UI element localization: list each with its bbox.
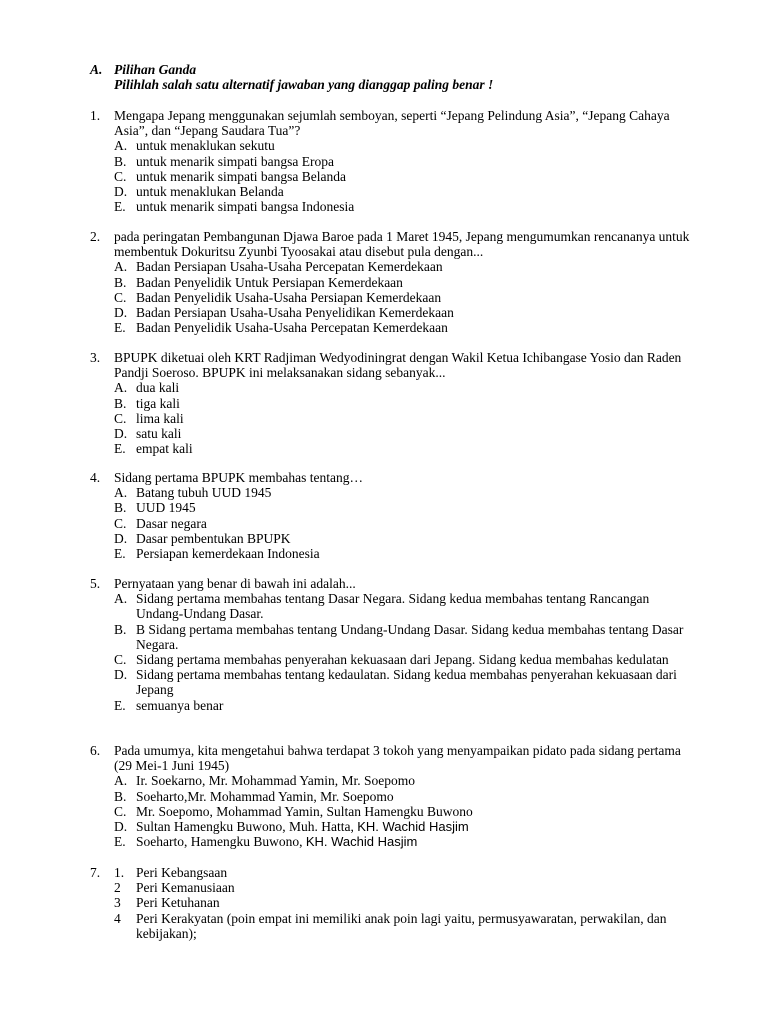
- option-e: [90, 834, 690, 849]
- sub-item: [114, 895, 690, 910]
- option-c: [90, 804, 690, 819]
- section-header: [90, 62, 493, 92]
- section-label: A.: [90, 62, 103, 77]
- question-1: [90, 108, 690, 214]
- option-text: Soeharto,Mr. Mohammad Yamin, Mr. Soepomo: [136, 788, 394, 804]
- question-number: 7.: [90, 865, 101, 880]
- option-letter: A.: [114, 591, 128, 607]
- option-c: [90, 516, 690, 531]
- option-b: [90, 154, 690, 169]
- option-b: [90, 789, 690, 804]
- option-e: [90, 199, 690, 214]
- option-d: [90, 667, 690, 697]
- option-d: [90, 305, 690, 320]
- option-text: Badan Penyelidik Untuk Persiapan Kemerdekaan: [136, 274, 403, 290]
- option-text: lima kali: [136, 410, 184, 426]
- option-text: untuk menarik simpati bangsa Eropa: [136, 153, 334, 169]
- option-text: Badan Persiapan Usaha-Usaha Percepatan Kemerdekaan: [136, 259, 443, 275]
- question-text: Sidang pertama BPUPK membahas tentang…: [114, 470, 363, 485]
- option-c: [90, 290, 690, 305]
- section-instruction: Pilihlah salah satu alternatif jawaban yang dianggap paling benar !: [114, 77, 494, 93]
- sub-item-number: 4: [114, 910, 121, 926]
- option-c: [90, 169, 690, 184]
- option-letter: B.: [114, 153, 127, 169]
- option-a: [90, 591, 690, 621]
- option-text: empat kali: [136, 441, 193, 457]
- option-text: satu kali: [136, 426, 182, 442]
- option-letter: C.: [114, 515, 127, 531]
- question-items: [114, 865, 690, 941]
- question-number: 3.: [90, 350, 101, 365]
- sub-item-number: 2: [114, 880, 121, 896]
- option-d: [90, 184, 690, 199]
- question-number: 2.: [90, 229, 101, 244]
- option-letter: A.: [114, 773, 128, 789]
- question-3: [90, 350, 690, 456]
- option-a: [90, 259, 690, 274]
- option-text: untuk menaklukan Belanda: [136, 184, 284, 200]
- option-letter: E.: [114, 546, 126, 562]
- option-a: [90, 380, 690, 395]
- option-text: Badan Penyelidik Usaha-Usaha Persiapan Kemerdekaan: [136, 289, 442, 305]
- sub-item-text: Peri Ketuhanan: [136, 895, 220, 911]
- option-d: [90, 531, 690, 546]
- option-letter: A.: [114, 138, 128, 154]
- option-letter: D.: [114, 530, 128, 546]
- option-text: Ir. Soekarno, Mr. Mohammad Yamin, Mr. Soepomo: [136, 773, 415, 789]
- option-letter: C.: [114, 652, 127, 668]
- option-text: semuanya benar: [136, 697, 224, 713]
- option-text: Badan Penyelidik Usaha-Usaha Percepatan Kemerdekaan: [136, 320, 448, 336]
- sub-item-text: Peri Kemanusiaan: [136, 880, 235, 896]
- option-text: Sidang pertama membahas tentang kedaulatan. Sidang kedua membahas penyerahan kekuasaan dari Jepang: [136, 667, 677, 698]
- option-b: [90, 396, 690, 411]
- option-text: Persiapan kemerdekaan Indonesia: [136, 546, 320, 562]
- option-letter: D.: [114, 305, 128, 321]
- question-5: [90, 576, 690, 713]
- option-text: untuk menarik simpati bangsa Indonesia: [136, 199, 355, 215]
- option-b: [90, 500, 690, 515]
- option-letter: E.: [114, 199, 126, 215]
- option-d: [90, 819, 690, 834]
- option-letter: E.: [114, 834, 126, 850]
- option-letter: E.: [114, 320, 126, 336]
- question-text: pada peringatan Pembangunan Djawa Baroe pada 1 Maret 1945, Jepang mengumumkan rencananya untuk membentuk Dokuritsu Zyunbi Tyoosakai atau disebut pula dengan...: [114, 229, 690, 260]
- option-text: Sidang pertama membahas penyerahan kekuasaan dari Jepang. Sidang kedua membahas kedulatan: [136, 652, 669, 668]
- option-letter: A.: [114, 380, 128, 396]
- option-text: untuk menaklukan sekutu: [136, 138, 275, 154]
- option-letter: B.: [114, 500, 127, 516]
- option-c: [90, 411, 690, 426]
- option-letter: E.: [114, 441, 126, 457]
- option-letter: A.: [114, 485, 128, 501]
- section-title: Pilihan Ganda: [114, 62, 197, 77]
- option-text: Dasar negara: [136, 515, 207, 531]
- option-e: [90, 698, 690, 713]
- option-text-tail: KH. Wachid Hasjim: [357, 819, 469, 835]
- sub-item: [114, 911, 690, 941]
- option-letter: B.: [114, 274, 127, 290]
- option-letter: B.: [114, 621, 127, 637]
- question-text: BPUPK diketuai oleh KRT Radjiman Wedyodiningrat dengan Wakil Ketua Ichibangase Yosio dan Raden Pandji Soeroso. BPUPK ini melaksanakan sidang sebanyak...: [114, 350, 682, 381]
- option-letter: D.: [114, 667, 128, 683]
- sub-item: [114, 865, 690, 880]
- option-text: UUD 1945: [136, 500, 196, 516]
- option-text-tail: KH. Wachid Hasjim: [305, 834, 418, 850]
- option-letter: E.: [114, 697, 126, 713]
- option-text: dua kali: [136, 380, 180, 396]
- option-c: [90, 652, 690, 667]
- option-a: [90, 138, 690, 153]
- option-letter: D.: [114, 184, 128, 200]
- question-number: 6.: [90, 743, 101, 758]
- option-text: Badan Persiapan Usaha-Usaha Penyelidikan Kemerdekaan: [136, 305, 454, 321]
- question-6: [90, 743, 690, 849]
- question-text: Mengapa Jepang menggunakan sejumlah semboyan, seperti “Jepang Pelindung Asia”, “Jepang Cahaya Asia”, dan “Jepang Saudara Tua”?: [114, 108, 670, 139]
- sub-item-number: 3: [114, 895, 121, 911]
- option-text: Sidang pertama membahas tentang Dasar Negara. Sidang kedua membahas tentang Rancangan Undang-Undang Dasar.: [136, 591, 650, 622]
- question-7: [90, 865, 690, 941]
- question-4: [90, 470, 690, 561]
- option-text: [136, 834, 690, 849]
- option-text: Batang tubuh UUD 1945: [136, 485, 272, 501]
- sub-item-text: Peri Kerakyatan (poin empat ini memiliki anak poin lagi yaitu, permusyawaratan, perwakilan, dan kebijakan);: [136, 910, 667, 941]
- option-text: Mr. Soepomo, Mohammad Yamin, Sultan Hamengku Buwono: [136, 803, 473, 819]
- option-text: tiga kali: [136, 395, 180, 411]
- sub-item-number: 1.: [114, 865, 125, 880]
- option-text-main: Sultan Hamengku Buwono, Muh. Hatta,: [136, 819, 358, 835]
- question-number: 4.: [90, 470, 101, 485]
- question-text: Pernyataan yang benar di bawah ini adalah...: [114, 576, 356, 591]
- option-letter: B.: [114, 395, 127, 411]
- option-text-main: Soeharto, Hamengku Buwono,: [136, 834, 306, 850]
- question-number: 5.: [90, 576, 101, 591]
- option-letter: D.: [114, 426, 128, 442]
- option-a: [90, 773, 690, 788]
- option-text: untuk menarik simpati bangsa Belanda: [136, 168, 346, 184]
- option-letter: A.: [114, 259, 128, 275]
- question-2: [90, 229, 690, 335]
- option-letter: D.: [114, 819, 128, 835]
- option-letter: C.: [114, 803, 127, 819]
- question-text: Pada umumya, kita mengetahui bahwa terdapat 3 tokoh yang menyampaikan pidato pada sidang pertama (29 Mei-1 Juni 1945): [114, 743, 681, 774]
- sub-item-text: Peri Kebangsaan: [136, 865, 228, 880]
- option-b: [90, 275, 690, 290]
- option-text: [136, 819, 690, 834]
- option-b: [90, 622, 690, 652]
- option-text: B Sidang pertama membahas tentang Undang-Undang Dasar. Sidang kedua membahas tentang Dasar Negara.: [136, 621, 684, 652]
- option-text: Dasar pembentukan BPUPK: [136, 530, 291, 546]
- option-letter: B.: [114, 788, 127, 804]
- option-letter: C.: [114, 289, 127, 305]
- option-d: [90, 426, 690, 441]
- option-letter: C.: [114, 168, 127, 184]
- option-a: [90, 485, 690, 500]
- question-number: 1.: [90, 108, 101, 123]
- option-e: [90, 546, 690, 561]
- option-e: [90, 441, 690, 456]
- option-letter: C.: [114, 410, 127, 426]
- sub-item: [114, 880, 690, 895]
- option-e: [90, 320, 690, 335]
